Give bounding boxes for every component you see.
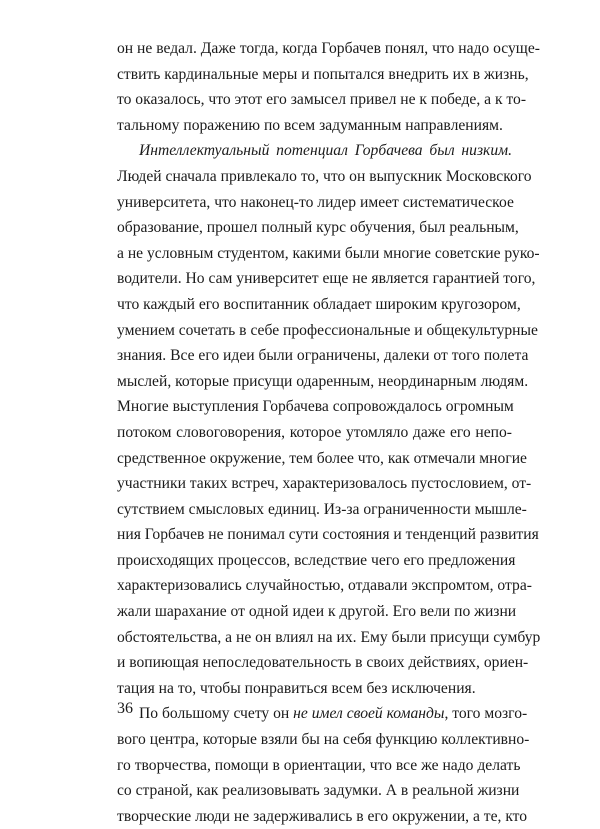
text-line: то оказалось, что этот его замысел привел не к победе, а к то- [117, 91, 527, 109]
text-line: мыслей, которые присущи одаренным, неординарным людям. [117, 372, 529, 390]
text-line: ствить кардинальные меры и попытался внедрить их в жизнь, [117, 65, 529, 83]
text-line: го творчества, помощи в ориентации, что все же надо делать [117, 756, 521, 774]
text-line: Многие выступления Горбачева сопровождалось огромным [117, 398, 514, 416]
text-line: Людей сначала привлекало то, что он выпускник Московского [117, 167, 532, 185]
text-line: происходящих процессов, вследствие чего его предложения [117, 551, 516, 569]
emphasis-text: Интеллектуальный потенциал Горбачева был низким. [139, 142, 512, 160]
text-line: и вопиющая непоследовательность в своих действиях, ориен- [117, 654, 529, 672]
text-line: потоком словоговорения, которое утомляло даже его непо- [117, 423, 512, 441]
text-line: знания. Все его идеи были ограничены, далеки от того полета [117, 347, 529, 365]
text-line: тация на то, чтобы понравиться всем без исключения. [117, 679, 476, 697]
text-line: со страной, как реализовывать задумки. А в реальной жизни [117, 782, 520, 800]
text-line: что каждый его воспитанник обладает широким кругозором, [117, 295, 521, 313]
emphasis-text: не имел своей команды [293, 705, 445, 723]
text-line: творческие люди не задерживались в его окружении, а те, кто [117, 807, 528, 825]
text-line: образование, прошел полный курс обучения, был реальным, [117, 219, 519, 237]
text-line: университета, что наконец-то лидер имеет систематическое [117, 193, 514, 211]
text-line: а не условным студентом, какими были многие советские руко- [117, 244, 540, 262]
text-line: тальному поражению по всем задуманным направлениям. [117, 116, 503, 134]
text-line: сутствием смысловых единиц. Из-за ограниченности мышле- [117, 500, 527, 518]
text-line: характеризовались случайностью, отдавали экспромтом, отра- [117, 577, 532, 595]
text-line: водители. Но сам университет еще не является гарантией того, [117, 270, 536, 288]
text-line: обстоятельства, а не он влиял на их. Ему были присущи сумбур [117, 628, 541, 646]
text-line [117, 701, 528, 727]
text-line: участники таких встреч, характеризовалось пустословием, от- [117, 475, 532, 493]
text-line: жали шарахание от одной идеи к другой. Его вели по жизни [117, 603, 517, 621]
page-number: 36 [117, 700, 133, 717]
text-line: средственное окружение, тем более что, как отмечали многие [117, 449, 527, 467]
text-fragment: , того мозго- [444, 705, 528, 723]
body-text [117, 36, 541, 829]
text-fragment: По большому счету он [139, 705, 294, 723]
text-line: умением сочетать в себе профессиональные и общекультурные [117, 321, 538, 339]
text-line [117, 138, 512, 164]
text-line: ния Горбачев не понимал сути состояния и тенденций развития [117, 526, 539, 544]
text-line: он не ведал. Даже тогда, когда Горбачев понял, что надо осуще- [117, 40, 540, 57]
text-line: вого центра, которые взяли бы на себя функцию коллективно- [117, 731, 530, 749]
